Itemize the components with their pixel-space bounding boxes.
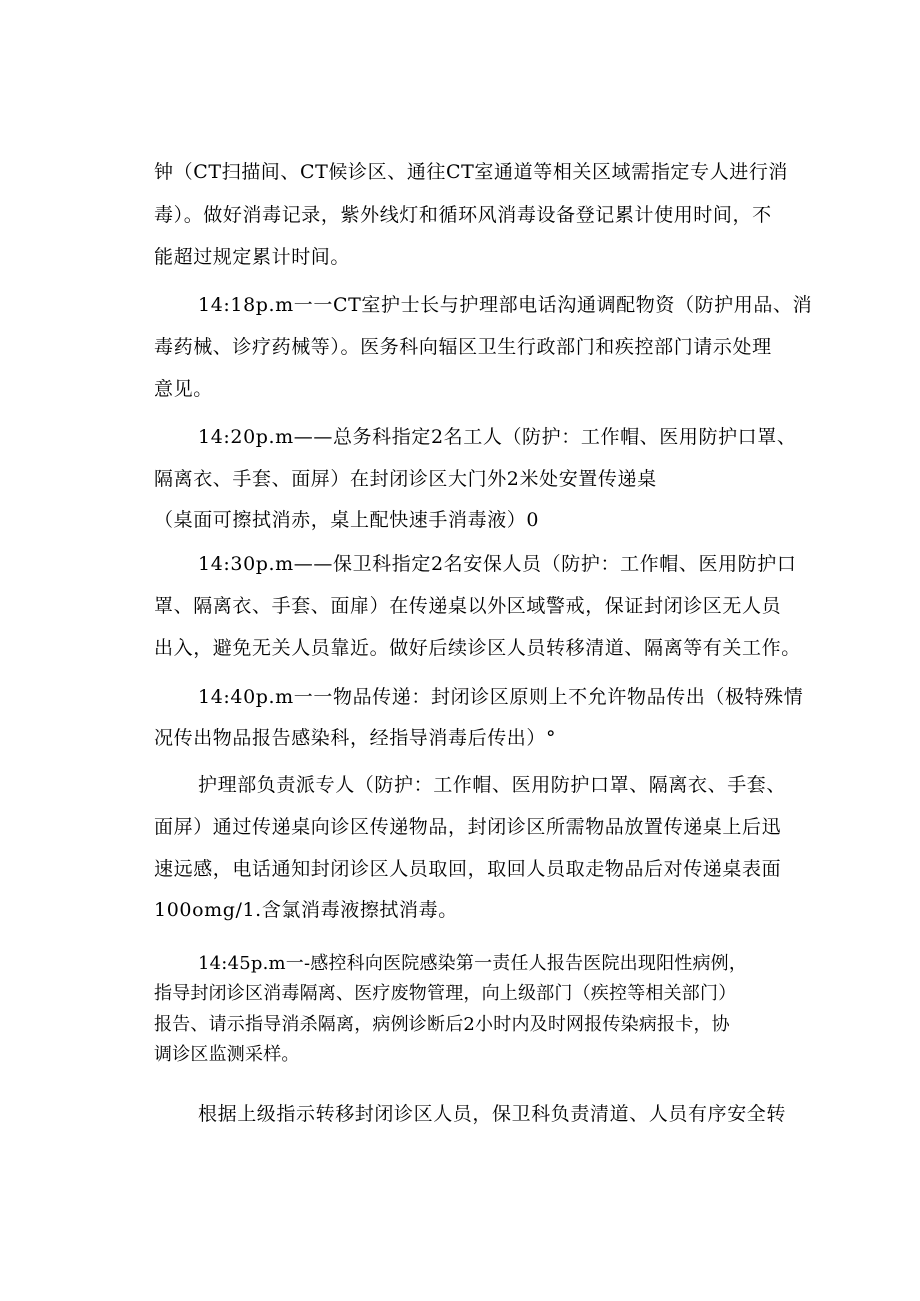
text-line: 14:18p.m一一CT室护士长与护理部电话沟通调配物资（防护用品、消 (198, 294, 813, 316)
text-line: 毒）。做好消毒记录，紫外线灯和循环风消毒设备登记累计使用时间，不 (154, 204, 772, 226)
text-line: 根据上级指示转移封闭诊区人员，保卫科负责清道、人员有序安全转 (198, 1103, 787, 1125)
text-line: 报告、请示指导消杀隔离，病例诊断后2小时内及时网报传染病报卡，协 (154, 1014, 730, 1035)
text-line: 况传出物品报告感染科，经指导消毒后传出）° (154, 727, 557, 749)
text-line: 14:30p.m——保卫科指定2名安保人员（防护：工作帽、医用防护口 (198, 553, 797, 575)
text-line: 100omg/1.含氯消毒液擦拭消毒。 (154, 899, 458, 921)
text-line: 出入，避免无关人员靠近。做好后续诊区人员转移清道、隔离等有关工作。 (154, 637, 801, 659)
text-line: 14:45p.m一-感控科向医院感染第一责任人报告医院出现阳性病例， (198, 953, 748, 974)
text-line: 毒药械、诊疗药械等）。医务科向辐区卫生行政部门和疾控部门请示处理 (154, 336, 772, 358)
text-line: 调诊区监测采样。 (154, 1044, 300, 1065)
text-line: 罩、隔离衣、手套、面扉）在传递桌以外区域警戒，保证封闭诊区无人员 (154, 595, 782, 617)
text-line: 意见。 (154, 378, 213, 400)
text-line: 能超过规定累计时间。 (154, 246, 351, 268)
text-line: 钟（CT扫描间、CT候诊区、通往CT室通道等相关区域需指定专人进行消 (154, 161, 789, 183)
text-line: 指导封闭诊区消毒隔离、医疗废物管理，向上级部门（疾控等相关部门） (154, 983, 737, 1004)
text-line: 14:20p.m——总务科指定2名工人（防护：工作帽、医用防护口罩、 (198, 426, 797, 448)
text-line: 14:40p.m一一物品传递：封闭诊区原则上不允许物品传出（极特殊情 (198, 686, 804, 708)
text-line: （桌面可擦拭消赤，桌上配快速手消毒液）0 (154, 509, 540, 531)
text-line: 护理部负责派专人（防护：工作帽、医用防护口罩、隔离衣、手套、 (198, 774, 787, 796)
text-line: 面屏）通过传递桌向诊区传递物品，封闭诊区所需物品放置传递桌上后迅 (154, 816, 782, 838)
text-line: 隔离衣、手套、面屏）在封闭诊区大门外2米处安置传递桌 (154, 468, 657, 490)
text-line: 速远感，电话通知封闭诊区人员取回，取回人员取走物品后对传递桌表面 (154, 858, 782, 880)
